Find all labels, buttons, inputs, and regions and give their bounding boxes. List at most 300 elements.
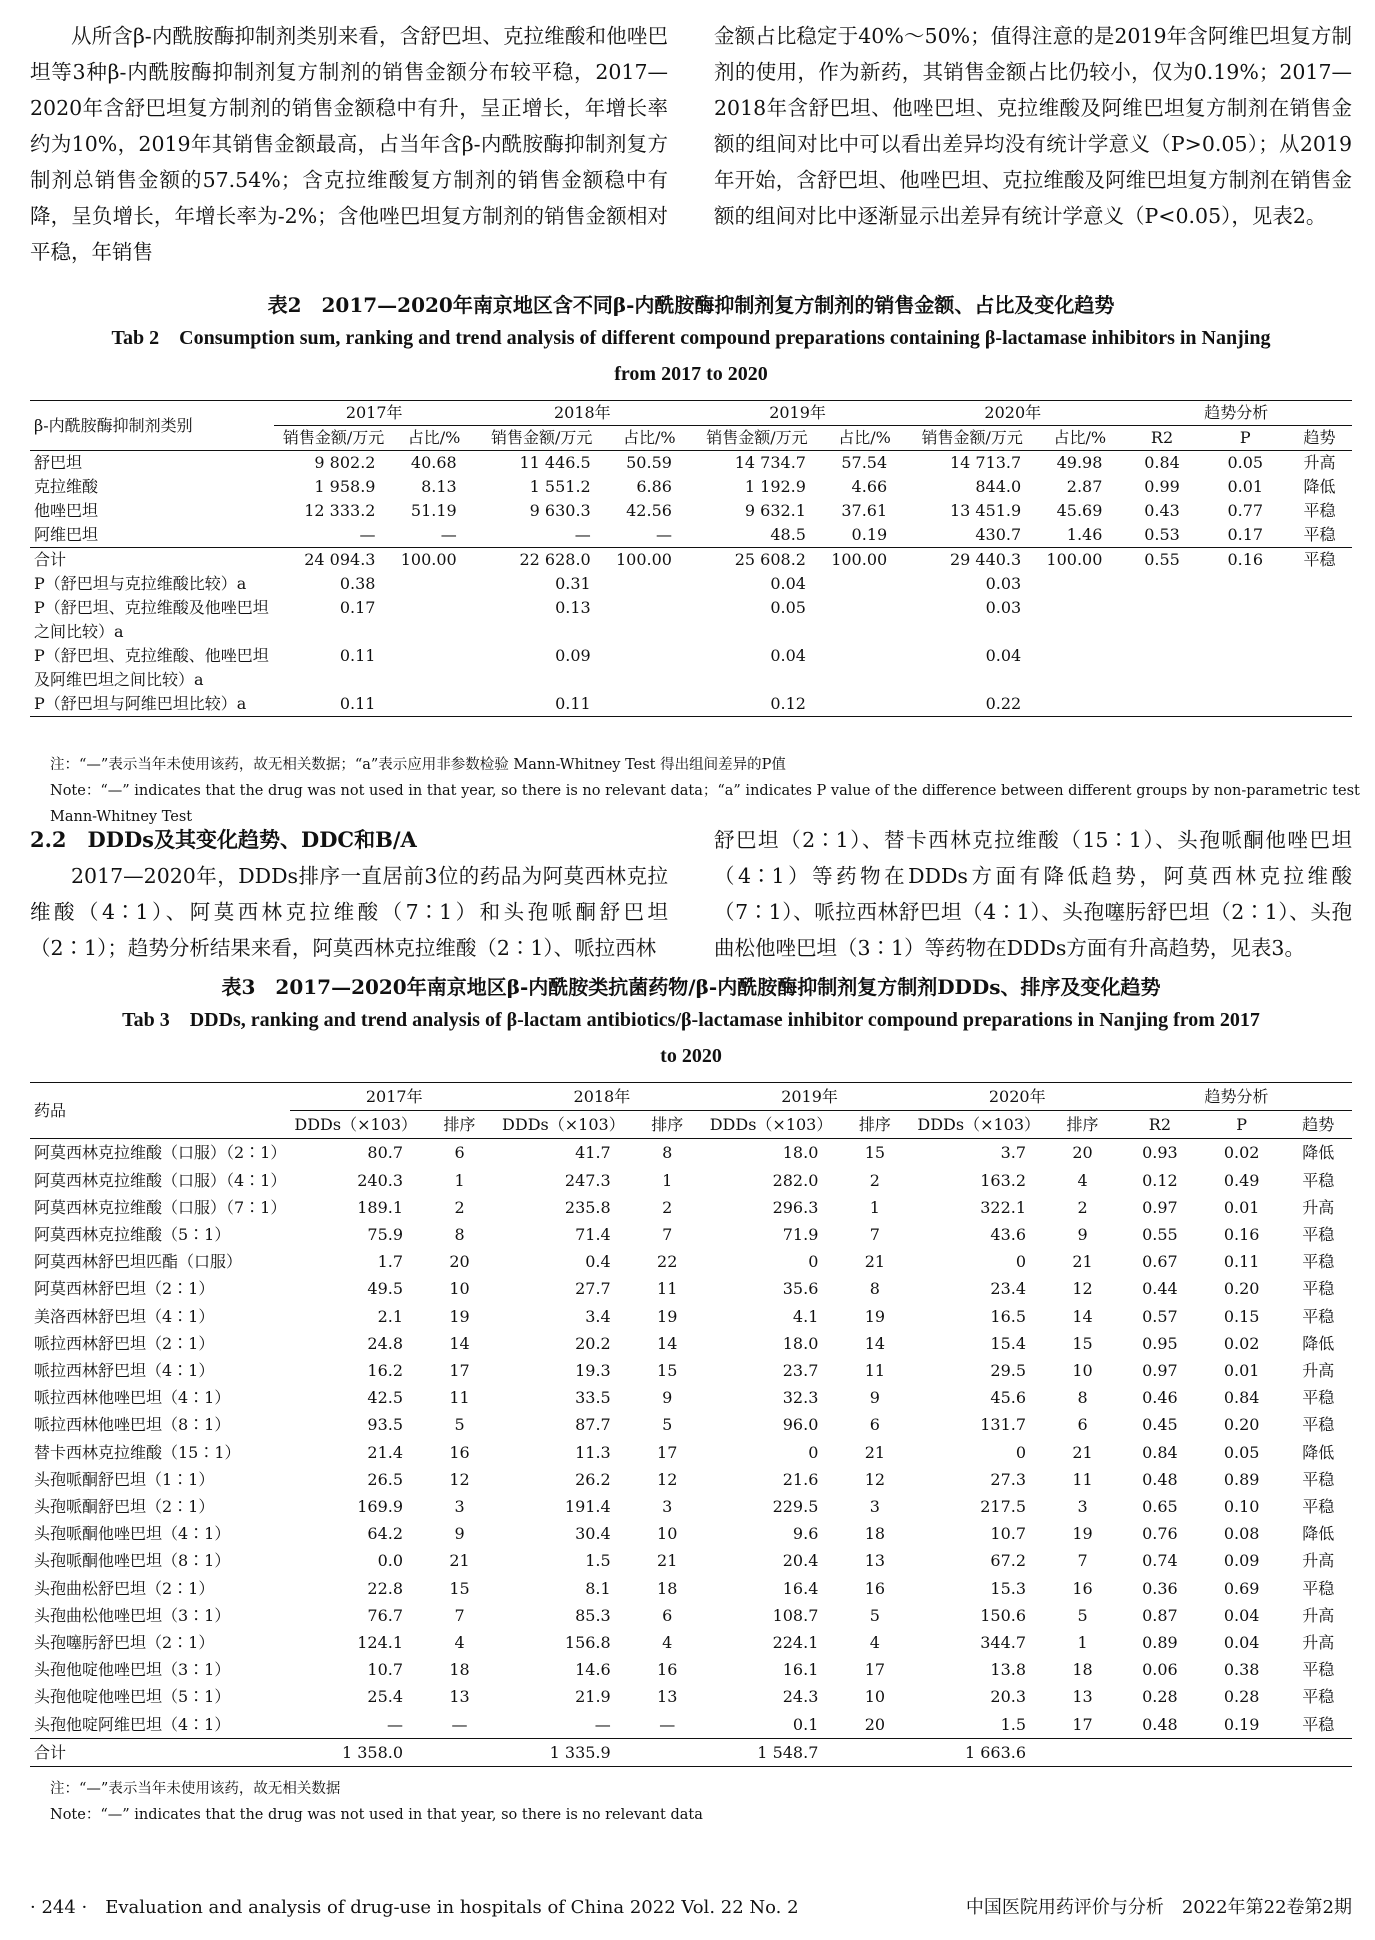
- row-label: 哌拉西林舒巴坦（2∶1）: [34, 1333, 215, 1353]
- table-cell: 229.5: [772, 1497, 819, 1517]
- table-cell: 45.6: [990, 1388, 1027, 1408]
- table-cell: 12: [657, 1469, 678, 1489]
- table-cell: 0.16: [1227, 550, 1264, 569]
- row-label: P（舒巴坦、克拉维酸、他唑巴坦及阿维巴坦之间比较）a: [34, 646, 269, 689]
- table-cell: 16.4: [782, 1578, 819, 1598]
- table2-caption-zh: 表2 2017—2020年南京地区含不同β-内酰胺酶抑制剂复方制剂的销售金额、占比及变化趋势: [267, 293, 1115, 317]
- table-row: [30, 499, 1352, 523]
- table-cell: 0.15: [1223, 1306, 1260, 1326]
- table3-note-en: Note：“—” indicates that the drug was not used in that year, so there is no relevant data: [50, 1807, 703, 1823]
- table-row: [30, 1303, 1352, 1330]
- table-cell: 17: [1072, 1714, 1093, 1734]
- table-cell: 0.84: [1223, 1388, 1260, 1408]
- table-cell: 19: [657, 1306, 678, 1326]
- table-cell: 45.69: [1056, 501, 1103, 520]
- empty-cell: [1287, 596, 1352, 644]
- table-cell: 0.01: [1223, 1197, 1260, 1217]
- table-cell: 平稳: [1302, 1170, 1335, 1190]
- table-cell: 0.84: [1142, 1442, 1178, 1462]
- table-cell: 13: [1072, 1687, 1093, 1707]
- table-cell: 0.57: [1142, 1306, 1178, 1326]
- t2-sub-amount: 销售金额/万元: [282, 428, 385, 447]
- section22-left-text: 2017—2020年，DDDs排序一直居前3位的药品为阿莫西林克拉维酸（4∶1）、阿莫西林克拉维酸（7∶1）和头孢哌酮舒巴坦（2∶1）；趋势分析结果来看，阿莫西林克拉维酸（2∶1）、哌拉西林: [30, 864, 668, 960]
- table-cell: 224.1: [772, 1633, 819, 1653]
- row-label: P（舒巴坦、克拉维酸及他唑巴坦之间比较）a: [34, 598, 269, 641]
- t3-sub-p: P: [1236, 1115, 1248, 1135]
- empty-cell: [609, 644, 690, 692]
- table-cell: 0.31: [555, 574, 591, 593]
- table-cell: 8: [869, 1279, 880, 1299]
- table-cell: 14: [449, 1333, 470, 1353]
- table-cell: 0: [1015, 1252, 1027, 1272]
- table-total-row: [30, 1738, 1352, 1766]
- table-cell: 2.1: [377, 1306, 404, 1326]
- table-cell: 0.01: [1227, 477, 1264, 496]
- table-cell: 2: [1077, 1197, 1088, 1217]
- table-cell: 12: [864, 1469, 886, 1489]
- table-cell: 平稳: [1302, 1469, 1335, 1489]
- empty-cell: [1204, 692, 1287, 717]
- table-row: [30, 1139, 1352, 1167]
- table-cell: 22.8: [367, 1578, 404, 1598]
- table-cell: 9 802.2: [314, 453, 376, 472]
- table-cell: 108.7: [772, 1605, 819, 1625]
- table-cell: 29 440.3: [949, 550, 1022, 569]
- table-cell: 12 333.2: [304, 501, 376, 520]
- table-cell: 0.05: [1223, 1442, 1260, 1462]
- table-cell: 15: [1072, 1333, 1093, 1353]
- table-cell: 0.55: [1142, 1225, 1178, 1245]
- table-cell: 16: [864, 1578, 886, 1598]
- table-cell: 6: [454, 1143, 465, 1163]
- table-cell: 21.6: [782, 1469, 819, 1489]
- t3-sub-rank: 排序: [858, 1115, 891, 1135]
- row-label: 美洛西林舒巴坦（4∶1）: [34, 1306, 215, 1326]
- table3-caption: [30, 972, 1352, 1074]
- table-cell: 0.43: [1144, 501, 1180, 520]
- row-label: 哌拉西林他唑巴坦（4∶1）: [34, 1388, 231, 1408]
- table-cell: 10.7: [367, 1660, 404, 1680]
- table-cell: [836, 1738, 913, 1766]
- table-cell: 76.7: [367, 1605, 404, 1625]
- row-label: 头孢哌酮舒巴坦（2∶1）: [34, 1497, 215, 1517]
- table-cell: 282.0: [772, 1170, 819, 1190]
- table-cell: 1 548.7: [757, 1742, 819, 1762]
- table-cell: 20: [864, 1714, 886, 1734]
- table-cell: 16.2: [367, 1361, 404, 1381]
- table-cell: 11: [864, 1361, 886, 1381]
- table-cell: 16: [657, 1660, 678, 1680]
- t2-sub-p: P: [1239, 428, 1251, 447]
- table-cell: 13.8: [990, 1660, 1027, 1680]
- table-cell: 0.04: [770, 574, 806, 593]
- table-cell: 10: [449, 1279, 470, 1299]
- table-cell: 156.8: [564, 1633, 611, 1653]
- row-label: 哌拉西林舒巴坦（4∶1）: [34, 1361, 215, 1381]
- table-cell: 0.55: [1144, 550, 1180, 569]
- table-cell: 4: [869, 1633, 880, 1653]
- table-cell: 11: [449, 1388, 470, 1408]
- table-cell: 0.0: [377, 1551, 404, 1571]
- row-label: 头孢噻肟舒巴坦（2∶1）: [34, 1633, 215, 1653]
- table-cell: 9: [869, 1388, 880, 1408]
- row-label: 阿莫西林克拉维酸（口服）（2∶1）: [34, 1143, 287, 1163]
- empty-cell: [609, 692, 690, 717]
- row-label: 舒巴坦: [34, 453, 83, 472]
- table-cell: 57.54: [841, 453, 888, 472]
- table-row: [30, 1602, 1352, 1629]
- table-cell: 20.2: [575, 1333, 611, 1353]
- empty-cell: [1120, 644, 1203, 692]
- table-cell: [1121, 1738, 1199, 1766]
- table-cell: 13: [657, 1687, 678, 1707]
- table-cell: 124.1: [357, 1633, 404, 1653]
- table-cell: [1199, 1738, 1285, 1766]
- table-cell: 49.5: [367, 1279, 404, 1299]
- table-cell: 5: [662, 1415, 673, 1435]
- table3-notes: [50, 1776, 703, 1828]
- table-cell: 11.3: [575, 1442, 611, 1462]
- row-label: 头孢哌酮舒巴坦（1∶1）: [34, 1469, 215, 1489]
- table-cell: 1 335.9: [549, 1742, 611, 1762]
- table-cell: 平稳: [1302, 1714, 1335, 1734]
- table-cell: 7: [662, 1225, 673, 1245]
- row-label: 头孢曲松舒巴坦（2∶1）: [34, 1578, 215, 1598]
- page-footer: [30, 1893, 1352, 1919]
- table-cell: 0.03: [985, 598, 1022, 617]
- table-cell: 7: [869, 1225, 880, 1245]
- table3-year-2018: 2018年: [498, 1083, 706, 1111]
- table-cell: 100.00: [1046, 550, 1103, 569]
- table-row: [30, 1275, 1352, 1302]
- t3-sub-ddds: DDDs（×103）: [502, 1115, 625, 1135]
- table2-year-2020: 2020年: [905, 401, 1120, 426]
- table-cell: 217.5: [980, 1497, 1027, 1517]
- table-cell: 0.49: [1223, 1170, 1260, 1190]
- table2-header-row1: [30, 401, 1352, 426]
- table-cell: 0.99: [1144, 477, 1180, 496]
- table-cell: 14: [864, 1333, 886, 1353]
- t2-sub-trend: 趋势: [1303, 428, 1336, 447]
- table-cell: 降低: [1302, 1524, 1335, 1544]
- table2-caption: [30, 290, 1352, 392]
- row-label: 合计: [34, 1742, 67, 1762]
- table-cell: 21: [864, 1252, 886, 1272]
- table-cell: 0.97: [1142, 1197, 1178, 1217]
- intro-right-text: 金额占比稳定于40%～50%；值得注意的是2019年含阿维巴坦复方制剂的使用，作为新药，其销售金额占比仍较小，仅为0.19%；2017—2018年含舒巴坦、他唑巴坦、克拉维酸及阿维巴坦复方制剂在销售金额的组间对比中可以看出差异均没有统计学意义（P>0.05）；从2019年开始，含舒巴坦、他唑巴坦、克拉维酸及阿维巴坦复方制剂在销售金额的组间对比中逐渐显示出差异有统计学意义（P<0.05），见表2。: [714, 24, 1352, 228]
- table-cell: 8: [454, 1225, 465, 1245]
- table-cell: 20: [1072, 1143, 1093, 1163]
- table-cell: 0.06: [1142, 1660, 1178, 1680]
- table-cell: 21: [1072, 1252, 1093, 1272]
- table-cell: 0.09: [1223, 1551, 1260, 1571]
- table-cell: 0.1: [792, 1714, 819, 1734]
- table-cell: 40.68: [410, 453, 457, 472]
- table-cell: 1: [869, 1197, 880, 1217]
- table-cell: 9: [662, 1388, 673, 1408]
- table-cell: 18: [1072, 1660, 1093, 1680]
- table2-body: [30, 451, 1352, 717]
- table-cell: 20.3: [990, 1687, 1027, 1707]
- table-cell: —: [659, 1714, 676, 1734]
- table-cell: 29.5: [990, 1361, 1027, 1381]
- table-cell: 16.1: [782, 1660, 819, 1680]
- table-cell: 0.46: [1142, 1388, 1178, 1408]
- table-row: [30, 1357, 1352, 1384]
- empty-cell: [393, 572, 474, 596]
- table-cell: 322.1: [980, 1197, 1027, 1217]
- empty-cell: [1204, 572, 1287, 596]
- table-cell: 3: [1077, 1497, 1088, 1517]
- table3-header-row1: [30, 1083, 1352, 1111]
- row-label: 阿莫西林克拉维酸（口服）（4∶1）: [34, 1170, 287, 1190]
- table-cell: 12: [449, 1469, 470, 1489]
- p-value-row: [30, 644, 1352, 692]
- section22-left-column: [30, 822, 668, 966]
- table-cell: 17: [449, 1361, 470, 1381]
- table-cell: 9 630.3: [529, 501, 591, 520]
- table2-note-zh: 注：“—”表示当年未使用该药，故无相关数据；“a”表示应用非参数检验 Mann-Whitney Test 得出组间差异的P值: [50, 757, 786, 773]
- table-cell: [1285, 1738, 1352, 1766]
- table-cell: 15: [864, 1143, 886, 1163]
- table-cell: 6.86: [636, 477, 672, 496]
- table-cell: 14.6: [575, 1660, 611, 1680]
- row-label: 克拉维酸: [34, 477, 99, 496]
- table-cell: 0: [808, 1442, 819, 1462]
- table-cell: [629, 1738, 706, 1766]
- table-cell: 11 446.5: [519, 453, 591, 472]
- table2-notes: [50, 752, 1375, 830]
- row-label: 阿莫西林舒巴坦匹酯（口服）: [34, 1252, 243, 1272]
- table-cell: 19: [449, 1306, 470, 1326]
- table-cell: 0.11: [555, 694, 591, 713]
- table-cell: 71.4: [575, 1225, 611, 1245]
- table-cell: 平稳: [1303, 525, 1336, 544]
- table-cell: 5: [454, 1415, 465, 1435]
- table-cell: 降低: [1302, 1333, 1335, 1353]
- t2-sub-ratio: 占比/%: [838, 428, 891, 447]
- table-row: [30, 1683, 1352, 1710]
- table-cell: 0.38: [1223, 1660, 1260, 1680]
- table-cell: 7: [1077, 1551, 1088, 1571]
- table-cell: 2.87: [1066, 477, 1103, 496]
- table-row: [30, 451, 1352, 476]
- table-cell: 0.48: [1142, 1469, 1178, 1489]
- table-cell: 升高: [1302, 1361, 1335, 1381]
- table-cell: 169.9: [357, 1497, 404, 1517]
- table-cell: 1 358.0: [341, 1742, 404, 1762]
- table-cell: 20.4: [782, 1551, 819, 1571]
- table-cell: 5: [1077, 1605, 1088, 1625]
- row-label: 阿莫西林克拉维酸（5∶1）: [34, 1225, 231, 1245]
- table-cell: 11: [657, 1279, 678, 1299]
- t2-sub-ratio: 占比/%: [623, 428, 676, 447]
- table-cell: —: [359, 525, 376, 544]
- table-cell: 49.98: [1056, 453, 1103, 472]
- table-cell: 0.28: [1142, 1687, 1178, 1707]
- row-label: 头孢他啶阿维巴坦（4∶1）: [34, 1714, 231, 1734]
- table-cell: 1: [1077, 1633, 1088, 1653]
- table-cell: 37.61: [841, 501, 888, 520]
- intro-section: [30, 18, 1352, 270]
- table-cell: 16: [449, 1442, 470, 1462]
- table-cell: 93.5: [367, 1415, 404, 1435]
- table-cell: 150.6: [980, 1605, 1027, 1625]
- table-cell: 16: [1072, 1578, 1093, 1598]
- p-value-row: [30, 572, 1352, 596]
- table-cell: 3: [662, 1497, 673, 1517]
- table2-caption-en: Tab 2 Consumption sum, ranking and trend analysis of different compound preparations containing β-lactamase inhibitors in Nanjing from 2017 to 2020: [111, 327, 1271, 385]
- table-cell: 0.53: [1144, 525, 1180, 544]
- table-cell: 18: [657, 1578, 678, 1598]
- table3-head-label: 药品: [34, 1101, 67, 1121]
- table-cell: 0.16: [1223, 1225, 1260, 1245]
- empty-cell: [824, 692, 905, 717]
- table-cell: 100.00: [400, 550, 457, 569]
- table-cell: 131.7: [980, 1415, 1027, 1435]
- row-label: 头孢曲松他唑巴坦（3∶1）: [34, 1605, 231, 1625]
- table-cell: 30.4: [575, 1524, 611, 1544]
- t3-sub-ddds: DDDs（×103）: [917, 1115, 1041, 1135]
- row-label: 头孢哌酮他唑巴坦（4∶1）: [34, 1524, 231, 1544]
- table-cell: [1044, 1738, 1121, 1766]
- table-cell: 0.84: [1144, 453, 1180, 472]
- table-cell: 14: [1072, 1306, 1093, 1326]
- table-cell: 2: [454, 1197, 465, 1217]
- empty-cell: [1287, 644, 1352, 692]
- table-cell: 3: [869, 1497, 880, 1517]
- table-cell: 20: [449, 1252, 470, 1272]
- table-cell: 344.7: [980, 1633, 1027, 1653]
- table-cell: —: [574, 525, 591, 544]
- table-cell: 15: [449, 1578, 470, 1598]
- table-row: [30, 1221, 1352, 1248]
- table-row: [30, 475, 1352, 499]
- t2-sub-r2: R2: [1150, 428, 1174, 447]
- empty-cell: [1039, 692, 1120, 717]
- table3-caption-en: Tab 3 DDDs, ranking and trend analysis of β-lactam antibiotics/β-lactamase inhibitor compound preparations in Nanjing from 2017 to 2020: [122, 1009, 1260, 1067]
- table-cell: 191.4: [564, 1497, 611, 1517]
- t2-sub-amount: 销售金额/万元: [491, 428, 593, 447]
- table-cell: 2: [662, 1197, 673, 1217]
- empty-cell: [609, 596, 690, 644]
- table-row: [30, 1493, 1352, 1520]
- table-cell: 32.3: [782, 1388, 819, 1408]
- table-cell: 0.02: [1223, 1143, 1260, 1163]
- table-cell: 0.48: [1142, 1714, 1178, 1734]
- table-cell: 8.13: [421, 477, 457, 496]
- table-cell: 35.6: [782, 1279, 819, 1299]
- row-label: 头孢他啶他唑巴坦（5∶1）: [34, 1687, 231, 1707]
- table-cell: 25.4: [367, 1687, 404, 1707]
- table-cell: 1: [662, 1170, 673, 1190]
- table-cell: 163.2: [980, 1170, 1027, 1190]
- table-cell: 0.13: [555, 598, 591, 617]
- footer-right: 中国医院用药评价与分析 2022年第22卷第2期: [965, 1897, 1352, 1918]
- table-cell: 0.11: [1223, 1252, 1260, 1272]
- table-cell: 43.6: [990, 1225, 1027, 1245]
- table-cell: 0.67: [1142, 1252, 1178, 1272]
- empty-cell: [393, 692, 474, 717]
- t3-sub-rank: 排序: [443, 1115, 476, 1135]
- table-cell: 9 632.1: [744, 501, 806, 520]
- p-value-row: [30, 596, 1352, 644]
- table-cell: 21: [449, 1551, 470, 1571]
- row-label: 替卡西林克拉维酸（15∶1）: [34, 1442, 241, 1462]
- table-cell: 9: [454, 1524, 465, 1544]
- table-cell: 4: [662, 1633, 673, 1653]
- table-cell: 降低: [1302, 1442, 1335, 1462]
- intro-left-text: 从所含β-内酰胺酶抑制剂类别来看，含舒巴坦、克拉维酸和他唑巴坦等3种β-内酰胺酶抑制剂复方制剂的销售金额分布较平稳，2017—2020年含舒巴坦复方制剂的销售金额稳中有升，呈正增长，年增长率约为10%，2019年其销售金额最高，占当年含β-内酰胺酶抑制剂复方制剂总销售金额的57.54%；含克拉维酸复方制剂的销售金额稳中有降，呈负增长，年增长率为-2%；含他唑巴坦复方制剂的销售金额相对平稳，年销售: [30, 24, 668, 264]
- section22-right-column: [714, 822, 1352, 966]
- row-label: P（舒巴坦与克拉维酸比较）a: [34, 574, 247, 593]
- table-cell: 80.7: [367, 1143, 404, 1163]
- t3-sub-rank: 排序: [651, 1115, 684, 1135]
- table-cell: 26.5: [367, 1469, 404, 1489]
- table-row: [30, 523, 1352, 548]
- table-row: [30, 1547, 1352, 1574]
- table-cell: 0.87: [1142, 1605, 1178, 1625]
- table-cell: 22 628.0: [519, 550, 591, 569]
- t2-sub-amount: 销售金额/万元: [706, 428, 808, 447]
- table-cell: 6: [869, 1415, 880, 1435]
- table-cell: 0.20: [1223, 1415, 1260, 1435]
- table-cell: 19: [864, 1306, 886, 1326]
- table-cell: 3.4: [585, 1306, 611, 1326]
- table-cell: 0.10: [1223, 1497, 1260, 1517]
- row-label: 哌拉西林他唑巴坦（8∶1）: [34, 1415, 231, 1435]
- empty-cell: [393, 644, 474, 692]
- table-cell: 0.36: [1142, 1578, 1178, 1598]
- table-cell: 0.08: [1223, 1524, 1260, 1544]
- table3-body: [30, 1139, 1352, 1767]
- empty-cell: [1120, 572, 1203, 596]
- table-cell: 0.19: [1223, 1714, 1260, 1734]
- table-cell: 19: [1072, 1524, 1093, 1544]
- table-cell: 51.19: [410, 501, 457, 520]
- table-cell: 0.03: [985, 574, 1022, 593]
- table-cell: 0.97: [1142, 1361, 1178, 1381]
- table-cell: 67.2: [990, 1551, 1027, 1571]
- table-cell: 6: [662, 1605, 673, 1625]
- table-cell: 9: [1077, 1225, 1088, 1245]
- empty-cell: [1039, 596, 1120, 644]
- row-label: 阿维巴坦: [34, 525, 99, 544]
- intro-right-column: [714, 18, 1352, 270]
- table-cell: 75.9: [367, 1225, 404, 1245]
- table-cell: 1.7: [377, 1252, 404, 1272]
- table-row: [30, 1439, 1352, 1466]
- table-cell: —: [451, 1714, 468, 1734]
- table-cell: 21: [1072, 1442, 1093, 1462]
- table-cell: 17: [864, 1660, 886, 1680]
- table-cell: 0.76: [1142, 1524, 1178, 1544]
- section22-right-text: 舒巴坦（2∶1）、替卡西林克拉维酸（15∶1）、头孢哌酮他唑巴坦（4∶1）等药物在DDDs方面有降低趋势，阿莫西林克拉维酸（7∶1）、哌拉西林舒巴坦（4∶1）、头孢噻肟舒巴坦（2∶1）、头孢曲松他唑巴坦（3∶1）等药物在DDDs方面有升高趋势，见表3。: [714, 828, 1352, 960]
- table-cell: 15: [657, 1361, 678, 1381]
- table-cell: 0.04: [1223, 1633, 1260, 1653]
- empty-cell: [824, 644, 905, 692]
- table-cell: 升高: [1303, 453, 1336, 472]
- table-cell: 降低: [1302, 1143, 1335, 1163]
- t2-sub-ratio: 占比/%: [1053, 428, 1107, 447]
- table-cell: 8: [1077, 1388, 1088, 1408]
- table-cell: 844.0: [975, 477, 1022, 496]
- table-cell: 升高: [1302, 1197, 1335, 1217]
- table-cell: 0.04: [985, 646, 1022, 665]
- table2-trend-group: 趋势分析: [1120, 401, 1352, 426]
- table-cell: 0.05: [1227, 453, 1264, 472]
- table-cell: 0.89: [1223, 1469, 1260, 1489]
